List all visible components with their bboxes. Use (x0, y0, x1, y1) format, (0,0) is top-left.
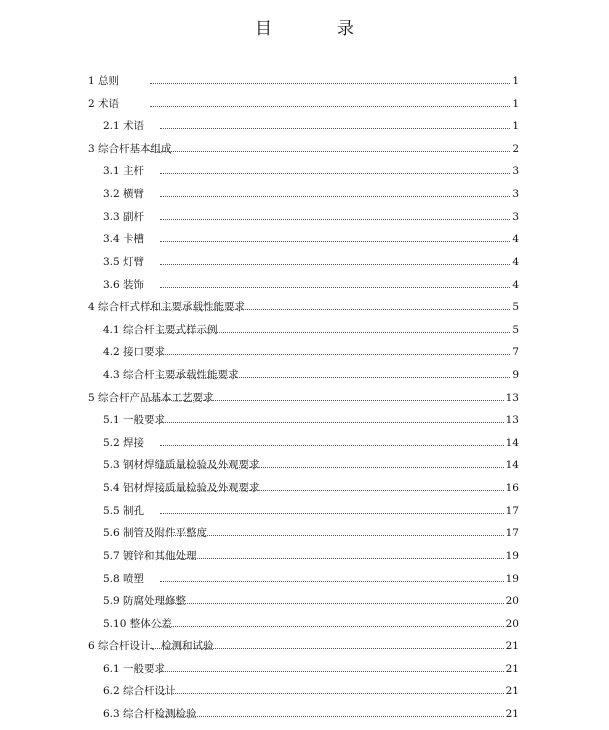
dot-leader (150, 400, 514, 401)
toc-entry-label: 5.6 制管及附件平整度 (103, 527, 208, 539)
toc-entry-label: 5.3 钢材焊缝质量检验及外观要求 (103, 459, 260, 471)
toc-entry-page: 20 (505, 618, 519, 630)
toc-entry-label: 3.5 灯臂 (103, 256, 145, 268)
dot-leader (160, 558, 514, 559)
toc-entry-page: 19 (505, 550, 519, 562)
dot-leader (160, 354, 514, 355)
toc-entry-label: 6 综合杆设计、检测和试验 (88, 640, 214, 652)
toc-entry-page: 21 (505, 685, 519, 697)
toc-entry-label: 5.8 喷塑 (103, 573, 145, 585)
dot-leader (160, 513, 514, 514)
toc-entry[interactable] (0, 525, 609, 541)
toc-entry-page: 3 (512, 165, 519, 177)
dot-leader (160, 219, 514, 220)
toc-entry-label: 6.1 一般要求 (103, 663, 166, 675)
toc-entry-page: 17 (505, 527, 519, 539)
toc-entry-page: 1 (512, 98, 519, 110)
toc-entry[interactable] (0, 548, 609, 564)
dot-leader (160, 445, 514, 446)
toc-entry-page: 21 (505, 708, 519, 720)
toc-entry-page: 13 (505, 414, 519, 426)
toc-entry-page: 13 (505, 392, 519, 404)
toc-entry-page: 1 (512, 75, 519, 87)
dot-leader (160, 196, 514, 197)
dot-leader (160, 603, 514, 604)
dot-leader (160, 264, 514, 265)
dot-leader (160, 332, 514, 333)
dot-leader (160, 626, 514, 627)
toc-entry-page: 4 (512, 279, 519, 291)
toc-entry-label: 5.5 制孔 (103, 505, 145, 517)
toc-entry[interactable] (0, 593, 609, 609)
toc-entry-label: 3.6 装饰 (103, 279, 145, 291)
toc-entry-page: 4 (512, 256, 519, 268)
toc-entry-label: 6.2 综合杆设计 (103, 685, 176, 697)
toc-entry[interactable] (0, 706, 609, 722)
toc-entry-label: 4.2 接口要求 (103, 346, 166, 358)
toc-entry[interactable] (0, 73, 609, 89)
toc-entry-page: 19 (505, 573, 519, 585)
dot-leader (160, 671, 514, 672)
toc-entry-page: 3 (512, 188, 519, 200)
toc-entry-label: 3.3 副杆 (103, 211, 145, 223)
toc-entry-label: 3.1 主杆 (103, 165, 145, 177)
toc-entry[interactable] (0, 412, 609, 428)
dot-leader (160, 490, 514, 491)
toc-entry-label: 3 综合杆基本组成 (88, 143, 172, 155)
dot-leader (150, 83, 514, 84)
toc-entry[interactable] (0, 299, 609, 315)
toc-entry-label: 5.9 防腐处理修整 (103, 595, 187, 607)
dot-leader (150, 648, 514, 649)
toc-entry[interactable] (0, 209, 609, 225)
dot-leader (160, 467, 514, 468)
toc-entry-page: 20 (505, 595, 519, 607)
toc-entry-label: 1 总则 (88, 75, 120, 87)
toc-entry-label: 2.1 术语 (103, 120, 145, 132)
dot-leader (160, 128, 514, 129)
toc-entry[interactable] (0, 96, 609, 112)
toc-entry[interactable] (0, 118, 609, 134)
dot-leader (160, 241, 514, 242)
dot-leader (160, 377, 514, 378)
toc-entry[interactable] (0, 344, 609, 360)
toc-entry-page: 7 (512, 346, 519, 358)
toc-entry-page: 14 (505, 437, 519, 449)
toc-entry-label: 3.2 横臂 (103, 188, 145, 200)
toc-entry-page: 9 (512, 369, 519, 381)
toc-entry[interactable] (0, 661, 609, 677)
toc-entry-page: 16 (505, 482, 519, 494)
dot-leader (160, 716, 514, 717)
toc-entry-page: 21 (505, 640, 519, 652)
dot-leader (160, 422, 514, 423)
toc-entry[interactable] (0, 503, 609, 519)
toc-entry[interactable] (0, 141, 609, 157)
toc-entry-label: 6.3 综合杆检测检验 (103, 708, 197, 720)
toc-entry-page: 17 (505, 505, 519, 517)
toc-entry[interactable] (0, 480, 609, 496)
toc-entry[interactable] (0, 277, 609, 293)
toc-entry-page: 1 (512, 120, 519, 132)
toc-entry-label: 5.1 一般要求 (103, 414, 166, 426)
toc-entry[interactable] (0, 457, 609, 473)
toc-entry-page: 3 (512, 211, 519, 223)
toc-entry-label: 5 综合杆产品基本工艺要求 (88, 392, 214, 404)
page-title: 目 录 (255, 19, 378, 39)
toc-entry-page: 4 (512, 233, 519, 245)
dot-leader (160, 693, 514, 694)
dot-leader (150, 106, 514, 107)
toc-entry[interactable] (0, 435, 609, 451)
toc-entry-page: 5 (512, 301, 519, 313)
toc-entry[interactable] (0, 683, 609, 699)
dot-leader (160, 535, 514, 536)
toc-entry-label: 5.7 镀锌和其他处理 (103, 550, 197, 562)
toc-entry-label: 5.10 整体公差 (103, 618, 172, 630)
toc-entry[interactable] (0, 571, 609, 587)
toc-entry-label: 4.1 综合杆主要式样示例 (103, 324, 218, 336)
toc-entry[interactable] (0, 186, 609, 202)
toc-entry[interactable] (0, 322, 609, 338)
dot-leader (160, 287, 514, 288)
toc-entry-label: 2 术语 (88, 98, 120, 110)
toc-entry-label: 5.4 铝材焊接质量检验及外观要求 (103, 482, 260, 494)
toc-entry[interactable] (0, 367, 609, 383)
toc-entry-page: 5 (512, 324, 519, 336)
toc-entry-label: 4.3 综合杆主要承载性能要求 (103, 369, 239, 381)
dot-leader (150, 309, 514, 310)
toc-entry[interactable] (0, 638, 609, 654)
toc-entry-label: 3.4 卡槽 (103, 233, 145, 245)
toc-entry[interactable] (0, 616, 609, 632)
toc-entry[interactable] (0, 390, 609, 406)
toc-entry-page: 2 (512, 143, 519, 155)
dot-leader (160, 581, 514, 582)
dot-leader (160, 173, 514, 174)
toc-entry-page: 21 (505, 663, 519, 675)
toc-entry[interactable] (0, 231, 609, 247)
toc-entry-label: 4 综合杆式样和主要承载性能要求 (88, 301, 246, 313)
toc-entry[interactable] (0, 254, 609, 270)
toc-entry-label: 5.2 焊接 (103, 437, 145, 449)
toc-entry[interactable] (0, 163, 609, 179)
toc-entry-page: 14 (505, 459, 519, 471)
dot-leader (150, 151, 514, 152)
